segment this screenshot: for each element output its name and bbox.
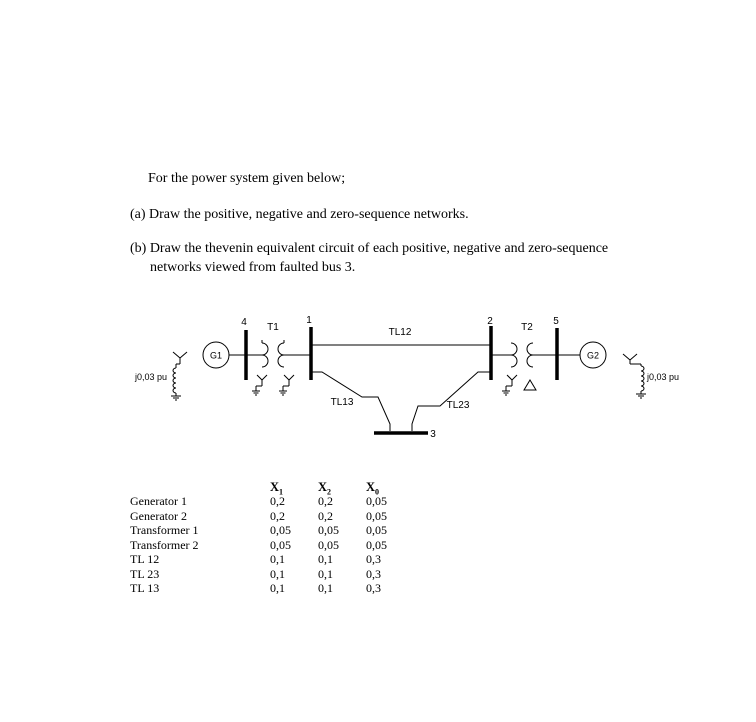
bus-1-label: 1: [306, 315, 312, 326]
g1-ground-reactance: [171, 352, 187, 400]
row-x2: 0,05: [318, 537, 339, 552]
g2-ground-reactance: [623, 354, 646, 398]
t1-label: T1: [267, 322, 279, 333]
question-part-b-line1: (b) Draw the thevenin equivalent circuit of each positive, negative and zero-sequence: [130, 241, 609, 256]
row-name: Transformer 2: [130, 537, 199, 552]
bus-2-label: 2: [487, 316, 493, 327]
row-name: Transformer 1: [130, 523, 199, 537]
t1-transformer: [252, 340, 294, 395]
g2-label: G2: [586, 350, 600, 361]
row-x1: 0,05: [270, 537, 291, 552]
tl13-label: TL13: [330, 397, 354, 408]
tl12-label: TL12: [388, 327, 412, 338]
row-x2: 0,05: [318, 523, 339, 537]
t2-transformer: [502, 343, 536, 395]
row-x0: 0,3: [366, 552, 381, 566]
bus-4-label: 4: [241, 317, 247, 328]
header-x1: $X_1$: [270, 480, 284, 497]
header-x0: $X_0$: [366, 480, 380, 497]
bus-5-label: 5: [553, 316, 559, 327]
g1-ground-label: j0,03 pu: [134, 372, 167, 382]
row-x2: 0,1: [318, 566, 333, 581]
question-part-b-line2: networks viewed from faulted bus 3.: [150, 260, 356, 275]
g2-ground-label: j0,03 pu: [647, 372, 680, 382]
row-name: TL 13: [130, 581, 160, 595]
header-x2: $X_2$: [318, 480, 332, 497]
row-x1: 0,05: [270, 523, 291, 537]
row-x0: 0,3: [366, 581, 381, 595]
question-intro: For the power system given below;: [148, 171, 346, 186]
row-x0: 0,05: [366, 523, 387, 537]
question-part-a: (a) Draw the positive, negative and zero-sequence networks.: [130, 207, 469, 222]
row-x0: 0,3: [366, 566, 381, 581]
tl23-label: TL23: [446, 400, 470, 411]
row-x2: 0,2: [318, 508, 333, 523]
row-x1: 0,2: [270, 494, 285, 508]
row-x2: 0,2: [318, 494, 333, 508]
bus-3-label: 3: [430, 429, 436, 440]
row-x0: 0,05: [366, 494, 387, 508]
g1-label: G1: [209, 350, 223, 361]
row-name: Generator 2: [130, 508, 187, 523]
row-x1: 0,1: [270, 566, 285, 581]
row-x1: 0,2: [270, 508, 285, 523]
row-name: TL 12: [130, 552, 160, 566]
row-x0: 0,05: [366, 537, 387, 552]
row-x0: 0,05: [366, 508, 387, 523]
row-x2: 0,1: [318, 581, 333, 595]
row-x1: 0,1: [270, 581, 285, 595]
row-x2: 0,1: [318, 552, 333, 566]
row-x1: 0,1: [270, 552, 285, 566]
t2-label: T2: [521, 322, 533, 333]
row-name: Generator 1: [130, 494, 187, 508]
row-name: TL 23: [130, 566, 160, 581]
